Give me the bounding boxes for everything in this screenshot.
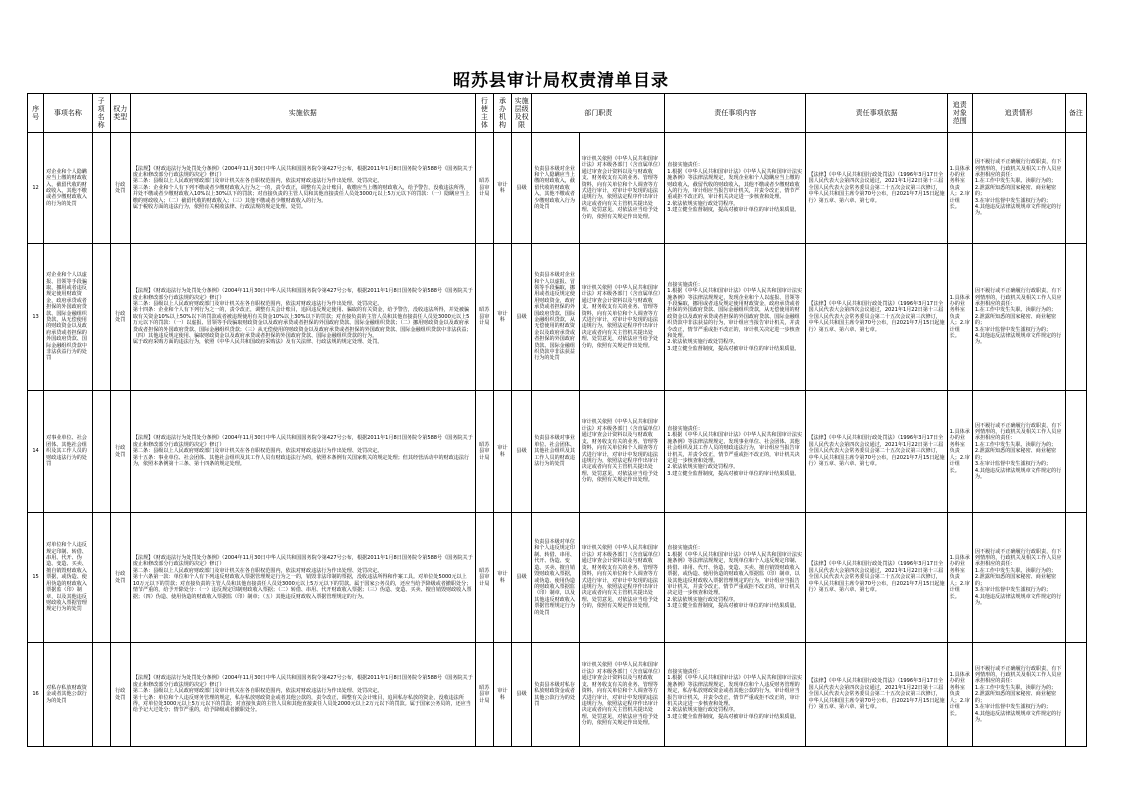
table-row — [28, 643, 1087, 747]
duty-detail: 审计机关依照《中华人民共和国审计法》对本级各部门（含直属单位）通过审查会计资料以及与财政收支、财务收支有关的业务、管理等资料，向有关单位和个人调查等方式进行审计，对审计中发现的违法违规行为，依照法定程序作出审计决定或者向有关主管机关提出处理、处罚意见，对依法应当给予处分的，依照有关规定作出处理。 — [579, 133, 665, 244]
accountability-target: 1.具体承办的业务科室负责人；2.审计组长。 — [947, 133, 972, 244]
handling-department: 审计科 — [493, 391, 511, 513]
duty-detail: 审计机关依照《中华人民共和国审计法》对本级各部门（含直属单位）通过审查会计资料以及与财政收支、财务收支有关的业务、管理等资料，向有关单位和个人调查等方式进行审计，对审计中发现的违法违规行为，依照法定程序作出审计决定或者向有关主管机关提出处理、处罚意见，对依法应当给予处分的，依照有关规定作出处理。 — [579, 244, 665, 391]
power-type: 行政处罚 — [110, 133, 130, 244]
accountability-situations — [972, 133, 1065, 244]
rights-table — [27, 93, 1087, 747]
department-duty: 负责县本级对企业和个人隐瞒应当上缴的财政收入，截留代收的财政收入，其他不缴或者少缴财政收入行为的处罚 — [532, 133, 579, 244]
situation-paragraph: 因不履行或不正确履行行政职责，有下列情形的，行政机关及相关工作人员应承担相应的责任： — [974, 159, 1062, 178]
exercising-subject: 昭苏县审计局 — [475, 133, 493, 244]
situation-paragraph: 因不履行或不正确履行行政职责，有下列情形的，行政机关及相关工作人员应承担相应的责任： — [974, 548, 1062, 568]
situation-paragraph: 因不履行或不正确履行行政职责，有下列情形的，行政机关及相关工作人员应承担相应的责任： — [974, 665, 1062, 685]
power-type: 行政处罚 — [110, 391, 130, 513]
accountability-situations — [972, 513, 1065, 643]
situation-paragraph: 2.泄露所知悉的国家秘密、商业秘密的； — [974, 184, 1057, 198]
header-cell: 备注 — [1065, 94, 1086, 133]
header-cell: 实施依据 — [130, 94, 475, 133]
handling-department: 审计科 — [493, 643, 511, 747]
responsibility-content — [665, 391, 806, 513]
header-cell: 承办机构 — [493, 94, 511, 133]
situation-paragraph: 3.在审计监督中发生滥权行为的； — [974, 587, 1052, 594]
basis-paragraph: 第二条：县级以上人民政府财政部门及审计机关在各自职权范围内，依法对财政违法行为作出处理、处罚决定。 — [132, 178, 383, 185]
header-row — [28, 94, 1087, 133]
responsibility-content — [665, 133, 806, 244]
duty-detail: 审计机关依照《中华人民共和国审计法》对本级各部门（含直属单位）通过审查会计资料以及与财政收支、财务收支有关的业务、管理等资料，向有关单位和个人调查等方式进行审计，对审计中发现的违法违规行为，依照法定程序作出审计决定或者向有关主管机关提出处理、处罚意见，对依法应当给予处分的，依照有关规定作出处理。 — [579, 391, 665, 513]
situation-paragraph: 3.在审计监督中发生滥权行为的； — [974, 704, 1052, 711]
handling-department: 审计科 — [493, 244, 511, 391]
accountability-target: 1.具体承办的业务科室负责人；2.审计组长。 — [947, 643, 972, 747]
basis-paragraph: 第三条：企业和个人有下列不缴或者少缴财政收入行为之一的，责令改正，调整有关会计账目，收缴应当上缴的财政收入，给予警告，没收违法所得，并处不缴或者少缴财政收入10%以上30%以下的罚款；对直接负责的主管人员和其他直接责任人员处3000元以上5万元以下的罚款：（一）隐瞒应当上缴的财政收入；（二）截留代收的财政收入；（三）其他不缴或者少缴财政收入的行为。 — [132, 184, 470, 204]
responsibility-paragraph: 直接实施责任： — [667, 281, 703, 288]
responsibility-paragraph: 2.依法依规实施行政处罚程序。 — [667, 464, 739, 471]
department-duty: 负责县本级对事业单位、社会团体、其他社会组织及其工作人员的财政违法行为的处罚 — [532, 391, 579, 513]
handling-department: 审计科 — [493, 513, 511, 643]
responsibility-basis: 【法律】《中华人民共和国行政处罚法》（1996年3月17日全国人民代表大会第四次会议通过，2021年1月22日第十三届全国人民代表大会常务委员会第二十五次会议第三次修订，中华人民共和国主席令第70号公布，自2021年7月15日起施行）第五章、第六章、第七章。 — [806, 244, 947, 391]
accountability-target: 1.具体承办的业务科室负责人；2.审计组长。 — [947, 391, 972, 513]
situation-paragraph: 因不履行或不正确履行行政职责，有下列情形的，行政机关及相关工作人员应承担相应的责任： — [974, 422, 1062, 442]
sub-item-name — [92, 133, 110, 244]
responsibility-basis: 【法律】《中华人民共和国行政处罚法》（1996年3月17日全国人民代表大会第四次会议通过，2021年1月22日第十三届全国人民代表大会常务委员会第二十五次会议第三次修订，中华人民共和国主席令第70号公布，自2021年7月15日起施行）第五章、第六章、第七章。 — [806, 643, 947, 747]
header-cell: 序号 — [28, 94, 44, 133]
sub-item-name — [92, 513, 110, 643]
accountability-situations — [972, 391, 1065, 513]
responsibility-paragraph: 3.建立健全监督制度，提高对被审计单位的审计结果质量。 — [667, 345, 800, 352]
accountability-target: 1.具体承办的业务科室负责人；2.审计组长。 — [947, 513, 972, 643]
header-cell: 部门职责 — [532, 94, 665, 133]
table-row — [28, 133, 1087, 244]
legal-basis — [130, 513, 475, 643]
header-cell: 实施层级及权限 — [512, 94, 532, 133]
header-cell: 子项名称 — [92, 94, 110, 133]
basis-paragraph: 【法规】《财政违法行为处罚处分条例》（2004年11月30日中华人民共和国国务院令第427号公布，根据2011年1月8日国务院令第588号《国务院关于废止和修改部分行政法规的决定》修订） — [132, 675, 473, 688]
item-name: 对企业和个人以虚报、冒领等手段骗取，挪用或者违反规定使用财政资金，政府承贷或者担保的外国政府贷款、国际金融组织贷款，从无偿使用的财政资金以及政府承贷或者担保的外国政府贷款、国际金融组织贷款中非法获益行为的处罚 — [44, 244, 92, 391]
responsibility-paragraph: 直接实施责任： — [667, 668, 703, 675]
basis-paragraph: 第二条：县级以上人民政府财政部门及审计机关在各自职权范围内，依法对财政违法行为作出处理、处罚决定。 — [132, 688, 383, 695]
accountability-target: 1.具体承办的业务科室负责人；2.审计组长。 — [947, 244, 972, 391]
situation-paragraph: 2.泄露所知悉的国家秘密、商业秘密的； — [974, 691, 1057, 704]
sub-item-name — [92, 391, 110, 513]
header-cell: 追责对象范围 — [947, 94, 972, 133]
situation-paragraph: 3.在审计监督中发生滥权行为的； — [974, 461, 1052, 468]
basis-paragraph: 第二条：县级以上人民政府财政部门及审计机关在各自职权范围内，依法对财政违法行为作出处理、处罚决定。 — [132, 448, 383, 455]
implementation-level: 县级 — [512, 133, 532, 244]
power-type: 行政处罚 — [110, 244, 130, 391]
basis-paragraph: 【法规】《财政违法行为处罚处分条例》（2004年11月30日中华人民共和国国务院令第427号公布，根据2011年1月8日国务院令第588号《国务院关于废止和修改部分行政法规的决定》修订） — [132, 555, 473, 568]
responsibility-paragraph: 2.依法依规实施行政处罚程序。 — [667, 200, 739, 207]
situation-paragraph: 4.其他违反法律法规规章文件规定的行为。 — [974, 593, 1062, 606]
department-duty: 负责县本级对私存私放财政资金或者其他公款行为的处罚 — [532, 643, 579, 747]
remarks — [1065, 513, 1086, 643]
responsibility-paragraph: 2.依法依规实施行政处罚程序。 — [667, 596, 739, 603]
implementation-level: 县级 — [512, 643, 532, 747]
situation-paragraph: 2.泄露所知悉的国家秘密、商业秘密的； — [974, 313, 1057, 327]
remarks — [1065, 643, 1086, 747]
item-name: 对事业单位、社会团体、其他社会组织及其工作人员的财政违法行为的处罚 — [44, 391, 92, 513]
responsibility-paragraph: 直接实施责任： — [667, 162, 703, 169]
header-cell: 事项名称 — [44, 94, 92, 133]
basis-paragraph: 第二条：县级以上人民政府财政部门及审计机关在各自职权范围内，依法对财政违法行为作出处理、处罚决定。 — [132, 567, 383, 574]
situation-paragraph: 4.其他违反法律法规规章文件规定的行为。 — [974, 204, 1062, 217]
situation-paragraph: 1.在工作中发生失职、渎职行为的； — [974, 684, 1057, 691]
responsibility-paragraph: 1.根据《中华人民共和国审计法》《中华人民共和国审计法实施条例》等法律法规规定，发现单位和个人违反规定印制、转借、串用、代开、伪造、变造、买卖、擅自销毁财政收入票据，或伪造、使用伪造的财政收入票据监（印）制章，以及其他违反财政收入票据管理规定的行为，审计组应当报告审计机关，并责令改正，情节严重或拒不改正的，审计机关决定进一步核查和处理。 — [667, 551, 803, 597]
duty-detail: 审计机关依照《中华人民共和国审计法》对本级各部门（含直属单位）通过审查会计资料以及与财政收支、财务收支有关的业务、管理等资料，向有关单位和个人调查等方式进行审计，对审计中发现的违法违规行为，依照法定程序作出审计决定或者向有关主管机关提出处理、处罚意见，对依法应当给予处分的，依照有关规定作出处理。 — [579, 513, 665, 643]
implementation-level: 县级 — [512, 513, 532, 643]
responsibility-paragraph: 3.建立健全监督制度，提高对被审计单位的审计结果质量。 — [667, 603, 800, 610]
responsibility-paragraph: 1.根据《中华人民共和国审计法》《中华人民共和国审计法实施条例》等法律法规规定，发现事业单位、社会团体、其他社会组织及其工作人员的财政违法行为，审计组应当报告审计机关，并责令改正，情节严重或拒不改正的，审计机关决定进一步核查和处理。 — [667, 432, 803, 464]
page-title: 昭苏县审计局权责清单目录 — [453, 71, 669, 91]
accountability-situations — [972, 643, 1065, 747]
responsibility-content — [665, 513, 806, 643]
situation-paragraph: 2.泄露所知悉的国家秘密、商业秘密的； — [974, 574, 1057, 587]
situation-paragraph: 4.其他违反法律法规规章文件规定的行为。 — [974, 710, 1062, 723]
row-number: 13 — [28, 244, 44, 391]
header-cell: 行使主体 — [475, 94, 493, 133]
legal-basis — [130, 133, 475, 244]
situation-paragraph: 3.在审计监督中发生滥权行为的； — [974, 326, 1052, 333]
exercising-subject: 昭苏县审计局 — [475, 244, 493, 391]
responsibility-paragraph: 1.根据《中华人民共和国审计法》《中华人民共和国审计法实施条例》等法律法规规定，发现企业和个人隐瞒应当上缴的财政收入，截留代收的财政收入，其他不缴或者少缴财政收入的行为，审计组应当报告审计机关，并责令改正，情节严重或拒不改正的，审计机关决定进一步核查和处理。 — [667, 168, 803, 201]
basis-paragraph: 第十四条：企业和个人有下列行为之一的，责令改正，调整有关会计账目，追回违反规定使用、骗取的有关资金，给予警告，没收违法所得，并处被骗取有关资金10%以上50%以下的罚款或者被违规使用有关资金10%以上30%以下的罚款；对直接负责的主管人员和其他直接责任人员处3000元以上5万元以下的罚款：（一）以虚报、冒领等手段骗取财政资金以及政府承贷或者担保的外国政府贷款、国际金融组织贷款；（二）挪用财政资金以及政府承贷或者担保的外国政府贷款、国际金融组织贷款；（三）从无偿使用的财政资金以及政府承贷或者担保的外国政府贷款、国际金融组织贷款中非法获益；（四）其他违反规定使用、骗取财政资金以及政府承贷或者担保的外国政府贷款、国际金融组织贷款的行为。 — [132, 307, 472, 340]
duty-detail: 审计机关依照《中华人民共和国审计法》对本级各部门（含直属单位）通过审查会计资料以及与财政收支、财务收支有关的业务、管理等资料，向有关单位和个人调查等方式进行审计，对审计中发现的违法违规行为，依照法定程序作出审计决定或者向有关主管机关提出处理、处罚意见，对依法应当给予处分的，依照有关规定作出处理。 — [579, 643, 665, 747]
header-cell: 追责情形 — [972, 94, 1065, 133]
responsibility-content — [665, 643, 806, 747]
exercising-subject: 昭苏县审计局 — [475, 513, 493, 643]
table-row — [28, 244, 1087, 391]
basis-paragraph: 第十六条第一款：单位和个人有下列违反财政收入票据管理规定行为之一的，销毁非法印制的票据，没收违法所得和作案工具。对单位处5000元以上10万元以下的罚款；对直接负责的主管人员和其他直接责任人员处3000元以上5万元以下的罚款。属于国家公务员的，还应当给予降级或者撤职处分；情节严重的，给予开除处分：（一）违反规定印制财政收入票据；（二）转借、串用、代开财政收入票据；（三）伪造、变造、买卖、擅自销毁财政收入票据；（四）伪造、使用伪造的财政收入票据监（印）制章；（五）其他违反财政收入票据管理规定的行为。 — [132, 574, 472, 600]
responsibility-paragraph: 直接实施责任： — [667, 425, 703, 432]
table-row — [28, 391, 1087, 513]
implementation-level: 县级 — [512, 244, 532, 391]
situation-paragraph: 4.其他违反法律法规规章文件规定的行为。 — [974, 467, 1062, 480]
remarks — [1065, 244, 1086, 391]
power-type: 行政处罚 — [110, 513, 130, 643]
exercising-subject: 昭苏县审计局 — [475, 643, 493, 747]
responsibility-paragraph: 2.依法依规实施行政处罚程序。 — [667, 707, 739, 714]
exercising-subject: 昭苏县审计局 — [475, 391, 493, 513]
legal-basis — [130, 244, 475, 391]
header-cell: 权力类型 — [110, 94, 130, 133]
row-number: 16 — [28, 643, 44, 747]
legal-basis — [130, 391, 475, 513]
implementation-level: 县级 — [512, 391, 532, 513]
handling-department: 审计科 — [493, 133, 511, 244]
item-name: 对企业和个人隐瞒应当上缴的财政收入，截留代收的财政收入，其他不缴或者少缴财政收入的行为的处罚 — [44, 133, 92, 244]
situation-paragraph: 3.在审计监督中发生滥权行为的； — [974, 197, 1052, 204]
responsibility-paragraph: 3.建立健全监督制度，提高对被审计单位的审计结果质量。 — [667, 207, 800, 214]
header-cell: 责任事项内容 — [665, 94, 806, 133]
accountability-situations — [972, 244, 1065, 391]
sub-item-name — [92, 643, 110, 747]
responsibility-paragraph: 3.建立健全监督制度，提高对被审计单位的审计结果质量。 — [667, 470, 800, 477]
situation-paragraph: 因不履行或不正确履行行政职责，有下列情形的，行政机关及相关工作人员应承担相应的责任： — [974, 288, 1062, 307]
row-number: 14 — [28, 391, 44, 513]
responsibility-content — [665, 244, 806, 391]
situation-paragraph: 2.泄露所知悉的国家秘密、商业秘密的； — [974, 448, 1057, 461]
basis-paragraph: 【法规】《财政违法行为处罚处分条例》（2004年11月30日中华人民共和国国务院令第427号公布，根据2011年1月8日国务院令第588号《国务院关于废止和修改部分行政法规的决定》修订） — [132, 435, 473, 448]
item-name: 对单位和个人违反规定印制、转借、串用、代开、伪造、变造、买卖、擅自销毁财政收入票据，或伪造、使用伪造的财政收入票据监（印）制章，以及其他违反财政收入票据管理规定行为的处罚 — [44, 513, 92, 643]
department-duty: 负责县本级对企业和个人以虚报、冒领等手段骗取，挪用或者违反规定使用财政资金，政府承贷或者担保的外国政府贷款、国际金融组织贷款，从无偿使用的财政资金以及政府承贷或者担保的外国政府贷款、国际金融组织贷款中非法获益行为的处罚 — [532, 244, 579, 391]
basis-paragraph: 第二条：县级以上人民政府财政部门及审计机关在各自职权范围内，依法对财政违法行为作出处理、处罚决定。 — [132, 300, 383, 307]
basis-paragraph: 属于政府采购方面的违法行为，依照《中华人民共和国政府采购法》及有关法律、行政法规的规定处理、处罚。 — [132, 339, 383, 346]
situation-paragraph: 1.在工作中发生失职、渎职行为的； — [974, 178, 1057, 185]
responsibility-paragraph: 3.建立健全监督制度，提高对被审计单位的审计结果质量。 — [667, 713, 800, 720]
row-number: 15 — [28, 513, 44, 643]
header-cell: 责任事项依据 — [806, 94, 947, 133]
situation-paragraph: 1.在工作中发生失职、渎职行为的； — [974, 307, 1057, 314]
responsibility-paragraph: 1.根据《中华人民共和国审计法》《中华人民共和国审计法实施条例》等法律法规规定，发现单位和个人违反财务管理的规定，私存私放财政资金或者其他公款的行为，审计组应当报告审计机关，并责令改正，情节严重或拒不改正的，审计机关决定进一步核查和处理。 — [667, 675, 803, 707]
responsibility-basis: 【法律】《中华人民共和国行政处罚法》（1996年3月17日全国人民代表大会第四次会议通过，2021年1月22日第十三届全国人民代表大会常务委员会第二十五次会议第三次修订，中华人民共和国主席令第70号公布，自2021年7月15日起施行）第五章、第六章、第七章。 — [806, 133, 947, 244]
basis-paragraph: 【法规】《财政违法行为处罚处分条例》（2004年11月30日中华人民共和国国务院令第427号公布，根据2011年1月8日国务院令第588号《国务院关于废止和修改部分行政法规的决定》修订） — [132, 288, 473, 301]
situation-paragraph: 1.在工作中发生失职、渎职行为的； — [974, 441, 1057, 448]
department-duty: 负责县本级对单位和个人违反规定印制、转借、串用、代开、伪造、变造、买卖、擅自销毁财政收入票据，或伪造、使用伪造的财政收入票据监（印）制章，以及其他违反财政收入票据管理规定行为的处罚 — [532, 513, 579, 643]
remarks — [1065, 133, 1086, 244]
situation-paragraph: 1.在工作中发生失职、渎职行为的； — [974, 567, 1057, 574]
basis-paragraph: 第十五条：事业单位、社会团体、其他社会组织及其工作人员有财政违法行为的，依照本条例有关国家机关的规定处理；但其经营活动中的财政违法行为，依照本条例第十三条、第十四条的规定处理。 — [132, 454, 470, 468]
responsibility-paragraph: 1.根据《中华人民共和国审计法》《中华人民共和国审计法实施条例》等法律法规规定，发现企业和个人以虚报、冒领等手段骗取，挪用或者违反规定使用财政资金，政府承贷或者担保的外国政府贷款、国际金融组织贷款，从无偿使用的财政资金以及政府承贷或者担保的外国政府贷款、国际金融组织贷款中非法获益的行为，审计组应当报告审计机关，并责令改正，情节严重或拒不改正的，审计机关决定进一步核查和处理。 — [667, 288, 803, 340]
responsibility-paragraph: 直接实施责任： — [667, 545, 703, 552]
responsibility-basis: 【法律】《中华人民共和国行政处罚法》（1996年3月17日全国人民代表大会第四次会议通过，2021年1月22日第十三届全国人民代表大会常务委员会第二十五次会议第三次修订，中华人民共和国主席令第70号公布，自2021年7月15日起施行）第五章、第六章、第七章。 — [806, 513, 947, 643]
basis-paragraph: 第十七条：单位和个人违反财务管理的规定，私存私放财政资金或者其他公款的，责令改正，调整有关会计账目，追回私存私放的资金，没收违法所得。对单位处3000元以上5万元以下的罚款；对直接负责的主管人员和其他直接责任人员处2000元以上2万元以下的罚款。属于国家公务员的，还应当给予记大过处分；情节严重的，给予降级或者撤职处分。 — [132, 694, 471, 714]
power-type: 行政处罚 — [110, 643, 130, 747]
legal-basis — [130, 643, 475, 747]
item-name: 对私存私放财政资金或者其他公款行为的处罚 — [44, 643, 92, 747]
sub-item-name — [92, 244, 110, 391]
responsibility-paragraph: 2.依法依规实施行政处罚程序。 — [667, 339, 739, 346]
basis-paragraph: 【法规】《财政违法行为处罚处分条例》（2004年11月30日中华人民共和国国务院令第427号公布，根据2011年1月8日国务院令第588号《国务院关于废止和修改部分行政法规的决定》修订） — [132, 165, 473, 178]
remarks — [1065, 391, 1086, 513]
table-row — [28, 513, 1087, 643]
situation-paragraph: 4.其他违反法律法规规章文件规定的行为。 — [974, 333, 1062, 346]
row-number: 12 — [28, 133, 44, 244]
basis-paragraph: 属于税收方面的违法行为，依照有关税收法律、行政法规的规定处理、处罚。 — [132, 204, 307, 211]
responsibility-basis: 【法律】《中华人民共和国行政处罚法》（1996年3月17日全国人民代表大会第四次会议通过，2021年1月22日第十三届全国人民代表大会常务委员会第二十五次会议第三次修订，中华人民共和国主席令第70号公布，自2021年7月15日起施行）第五章、第六章、第七章。 — [806, 391, 947, 513]
